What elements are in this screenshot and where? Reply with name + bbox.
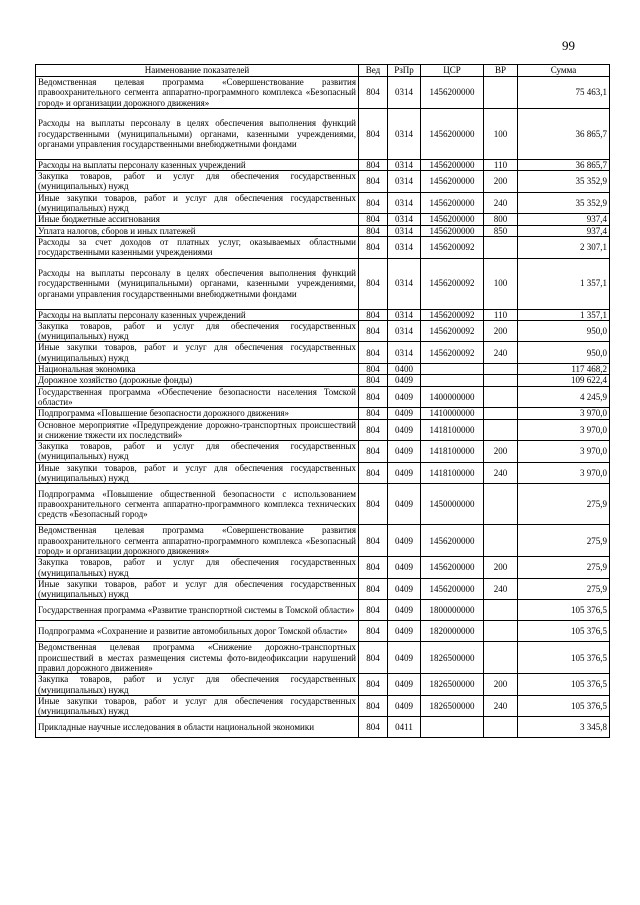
row-vr: 200 <box>484 441 518 463</box>
row-ved: 804 <box>359 642 388 674</box>
row-name: Иные закупки товаров, работ и услуг для обеспечения государственных (муниципальных) нужд <box>36 695 359 717</box>
row-ved: 804 <box>359 386 388 408</box>
row-sum: 105 376,5 <box>518 600 610 621</box>
row-csr: 1456200000 <box>421 214 484 225</box>
table-row <box>36 386 610 408</box>
row-ved: 804 <box>359 600 388 621</box>
row-rzpr: 0409 <box>388 408 421 419</box>
row-ved: 804 <box>359 674 388 696</box>
row-name: Прикладные научные исследования в области национальной экономики <box>36 717 359 738</box>
table-row <box>36 674 610 696</box>
row-rzpr: 0314 <box>388 192 421 214</box>
row-csr <box>421 375 484 386</box>
row-rzpr: 0314 <box>388 77 421 109</box>
row-sum: 275,9 <box>518 578 610 600</box>
row-name: Закупка товаров, работ и услуг для обеспечения государственных (муниципальных) нужд <box>36 320 359 342</box>
row-vr <box>484 419 518 441</box>
row-ved: 804 <box>359 77 388 109</box>
table-row <box>36 441 610 463</box>
row-csr <box>421 717 484 738</box>
row-sum: 3 345,8 <box>518 717 610 738</box>
row-name: Закупка товаров, работ и услуг для обеспечения государственных (муниципальных) нужд <box>36 557 359 579</box>
row-rzpr: 0314 <box>388 320 421 342</box>
row-rzpr: 0409 <box>388 557 421 579</box>
row-sum: 105 376,5 <box>518 642 610 674</box>
row-rzpr: 0314 <box>388 108 421 159</box>
row-csr: 1418100000 <box>421 462 484 484</box>
row-sum: 4 245,9 <box>518 386 610 408</box>
row-ved: 804 <box>359 192 388 214</box>
row-sum: 937,4 <box>518 214 610 225</box>
row-name: Иные закупки товаров, работ и услуг для обеспечения государственных (муниципальных) нужд <box>36 342 359 364</box>
row-name: Подпрограмма «Повышение общественной безопасности с использованием правоохранительного сегмента аппаратно-программного комплекса технических средств «Безопасный город» <box>36 484 359 525</box>
row-name: Национальная экономика <box>36 364 359 375</box>
row-csr: 1456200092 <box>421 342 484 364</box>
table-row <box>36 462 610 484</box>
row-csr: 1418100000 <box>421 441 484 463</box>
row-ved: 804 <box>359 309 388 320</box>
header-vr: ВР <box>484 65 518 77</box>
row-sum: 105 376,5 <box>518 621 610 642</box>
row-name: Дорожное хозяйство (дорожные фонды) <box>36 375 359 386</box>
row-name: Иные закупки товаров, работ и услуг для обеспечения государственных (муниципальных) нужд <box>36 462 359 484</box>
row-ved: 804 <box>359 419 388 441</box>
row-ved: 804 <box>359 525 388 557</box>
row-sum: 3 970,0 <box>518 441 610 463</box>
row-rzpr: 0409 <box>388 674 421 696</box>
row-rzpr: 0409 <box>388 462 421 484</box>
row-csr: 1456200000 <box>421 159 484 170</box>
table-row <box>36 225 610 236</box>
row-vr <box>484 717 518 738</box>
row-ved: 804 <box>359 484 388 525</box>
row-vr: 110 <box>484 309 518 320</box>
row-ved: 804 <box>359 108 388 159</box>
table-row <box>36 342 610 364</box>
row-sum: 35 352,9 <box>518 192 610 214</box>
row-sum: 2 307,1 <box>518 236 610 258</box>
row-rzpr: 0314 <box>388 342 421 364</box>
row-csr: 1456200000 <box>421 225 484 236</box>
row-ved: 804 <box>359 375 388 386</box>
row-name: Иные закупки товаров, работ и услуг для обеспечения государственных (муниципальных) нужд <box>36 578 359 600</box>
row-vr: 800 <box>484 214 518 225</box>
row-csr: 1456200000 <box>421 578 484 600</box>
row-vr: 240 <box>484 695 518 717</box>
row-ved: 804 <box>359 695 388 717</box>
table-row <box>36 159 610 170</box>
row-rzpr: 0314 <box>388 236 421 258</box>
row-rzpr: 0409 <box>388 695 421 717</box>
row-csr: 1410000000 <box>421 408 484 419</box>
row-sum: 105 376,5 <box>518 674 610 696</box>
table-row <box>36 364 610 375</box>
page-number: 99 <box>562 38 575 53</box>
row-vr: 240 <box>484 462 518 484</box>
row-name: Иные бюджетные ассигнования <box>36 214 359 225</box>
row-name: Ведомственная целевая программа «Совершенствование развития правоохранительного сегмента аппаратно-программного комплекса «Безопасный город» и организации дорожного движения» <box>36 525 359 557</box>
table-row <box>36 419 610 441</box>
row-csr: 1456200000 <box>421 557 484 579</box>
row-name: Подпрограмма «Сохранение и развитие автомобильных дорог Томской области» <box>36 621 359 642</box>
row-rzpr: 0314 <box>388 258 421 309</box>
row-ved: 804 <box>359 408 388 419</box>
row-name: Уплата налогов, сборов и иных платежей <box>36 225 359 236</box>
row-name: Государственная программа «Развитие транспортной системы в Томской области» <box>36 600 359 621</box>
row-vr: 240 <box>484 578 518 600</box>
row-csr: 1826500000 <box>421 674 484 696</box>
row-sum: 1 357,1 <box>518 309 610 320</box>
table-body <box>36 77 610 738</box>
row-sum: 3 970,0 <box>518 419 610 441</box>
row-vr: 200 <box>484 171 518 193</box>
header-rzpr: РзПр <box>388 65 421 77</box>
row-sum: 109 622,4 <box>518 375 610 386</box>
row-csr: 1456200000 <box>421 525 484 557</box>
table-row <box>36 309 610 320</box>
row-sum: 3 970,0 <box>518 462 610 484</box>
table-row <box>36 320 610 342</box>
row-rzpr: 0409 <box>388 525 421 557</box>
row-sum: 36 865,7 <box>518 159 610 170</box>
table-row <box>36 258 610 309</box>
row-csr: 1418100000 <box>421 419 484 441</box>
row-ved: 804 <box>359 621 388 642</box>
row-name: Расходы на выплаты персоналу казенных учреждений <box>36 309 359 320</box>
table-row <box>36 108 610 159</box>
table-row <box>36 525 610 557</box>
table-row <box>36 557 610 579</box>
table-row <box>36 77 610 109</box>
row-rzpr: 0314 <box>388 159 421 170</box>
row-sum: 75 463,1 <box>518 77 610 109</box>
row-csr: 1456200092 <box>421 320 484 342</box>
row-name: Иные закупки товаров, работ и услуг для обеспечения государственных (муниципальных) нужд <box>36 192 359 214</box>
row-vr: 240 <box>484 342 518 364</box>
row-name: Подпрограмма «Повышение безопасности дорожного движения» <box>36 408 359 419</box>
header-name: Наименование показателей <box>36 65 359 77</box>
row-rzpr: 0409 <box>388 375 421 386</box>
row-ved: 804 <box>359 441 388 463</box>
row-vr <box>484 621 518 642</box>
row-ved: 804 <box>359 462 388 484</box>
row-ved: 804 <box>359 236 388 258</box>
row-csr: 1456200000 <box>421 77 484 109</box>
row-rzpr: 0409 <box>388 419 421 441</box>
row-sum: 275,9 <box>518 557 610 579</box>
row-vr <box>484 642 518 674</box>
row-rzpr: 0409 <box>388 578 421 600</box>
row-csr: 1400000000 <box>421 386 484 408</box>
row-sum: 36 865,7 <box>518 108 610 159</box>
row-sum: 105 376,5 <box>518 695 610 717</box>
row-rzpr: 0314 <box>388 171 421 193</box>
row-name: Закупка товаров, работ и услуг для обеспечения государственных (муниципальных) нужд <box>36 674 359 696</box>
row-vr: 200 <box>484 557 518 579</box>
row-ved: 804 <box>359 364 388 375</box>
row-vr: 850 <box>484 225 518 236</box>
row-name: Расходы за счет доходов от платных услуг, оказываемых областными государственными казенными учреждениями <box>36 236 359 258</box>
row-name: Основное мероприятие «Предупреждение дорожно-транспортных происшествий и снижение тяжести их последствий» <box>36 419 359 441</box>
row-csr: 1820000000 <box>421 621 484 642</box>
row-name: Расходы на выплаты персоналу казенных учреждений <box>36 159 359 170</box>
budget-table <box>35 64 610 738</box>
header-ved: Вед <box>359 65 388 77</box>
row-csr: 1456200000 <box>421 171 484 193</box>
row-ved: 804 <box>359 258 388 309</box>
table-row <box>36 408 610 419</box>
row-ved: 804 <box>359 557 388 579</box>
row-name: Ведомственная целевая программа «Снижение дорожно-транспортных происшествий в местах размещения системы фото-видеофиксации нарушений правил дорожного движения» <box>36 642 359 674</box>
row-vr <box>484 600 518 621</box>
row-vr: 200 <box>484 320 518 342</box>
row-csr: 1456200000 <box>421 108 484 159</box>
row-sum: 950,0 <box>518 342 610 364</box>
table-row <box>36 192 610 214</box>
row-ved: 804 <box>359 159 388 170</box>
row-vr <box>484 525 518 557</box>
row-vr <box>484 386 518 408</box>
row-rzpr: 0314 <box>388 309 421 320</box>
row-sum: 937,4 <box>518 225 610 236</box>
table-row <box>36 600 610 621</box>
row-csr: 1450000000 <box>421 484 484 525</box>
row-name: Закупка товаров, работ и услуг для обеспечения государственных (муниципальных) нужд <box>36 441 359 463</box>
table-row <box>36 484 610 525</box>
table-row <box>36 578 610 600</box>
row-csr: 1456200092 <box>421 236 484 258</box>
table-row <box>36 695 610 717</box>
row-name: Государственная программа «Обеспечение безопасности населения Томской области» <box>36 386 359 408</box>
table-row <box>36 171 610 193</box>
row-rzpr: 0409 <box>388 600 421 621</box>
row-name: Ведомственная целевая программа «Совершенствование развития правоохранительного сегмента аппаратно-программного комплекса «Безопасный город» и организации дорожного движения» <box>36 77 359 109</box>
row-vr <box>484 364 518 375</box>
row-vr: 240 <box>484 192 518 214</box>
row-csr: 1456200092 <box>421 309 484 320</box>
table-header-row <box>36 65 610 77</box>
row-sum: 117 468,2 <box>518 364 610 375</box>
row-sum: 275,9 <box>518 525 610 557</box>
row-csr: 1826500000 <box>421 642 484 674</box>
row-rzpr: 0314 <box>388 214 421 225</box>
row-vr <box>484 408 518 419</box>
row-csr: 1826500000 <box>421 695 484 717</box>
row-vr <box>484 375 518 386</box>
table-row <box>36 717 610 738</box>
row-rzpr: 0400 <box>388 364 421 375</box>
row-ved: 804 <box>359 342 388 364</box>
row-rzpr: 0314 <box>388 225 421 236</box>
row-vr <box>484 77 518 109</box>
row-ved: 804 <box>359 171 388 193</box>
row-sum: 1 357,1 <box>518 258 610 309</box>
row-ved: 804 <box>359 320 388 342</box>
row-vr: 100 <box>484 108 518 159</box>
row-vr <box>484 236 518 258</box>
row-csr: 1800000000 <box>421 600 484 621</box>
table-row <box>36 375 610 386</box>
row-name: Расходы на выплаты персоналу в целях обеспечения выполнения функций государственными (муниципальными) органами, казенными учреждениями, органами управления государственными внебюджетными фондами <box>36 258 359 309</box>
row-name: Расходы на выплаты персоналу в целях обеспечения выполнения функций государственными (муниципальными) органами, казенными учреждениями, органами управления государственными внебюджетными фондами <box>36 108 359 159</box>
header-csr: ЦСР <box>421 65 484 77</box>
table-row <box>36 214 610 225</box>
row-ved: 804 <box>359 225 388 236</box>
row-name: Закупка товаров, работ и услуг для обеспечения государственных (муниципальных) нужд <box>36 171 359 193</box>
row-rzpr: 0409 <box>388 484 421 525</box>
header-sum: Сумма <box>518 65 610 77</box>
row-ved: 804 <box>359 717 388 738</box>
row-vr: 100 <box>484 258 518 309</box>
row-sum: 3 970,0 <box>518 408 610 419</box>
row-rzpr: 0409 <box>388 441 421 463</box>
row-vr: 110 <box>484 159 518 170</box>
row-sum: 950,0 <box>518 320 610 342</box>
row-ved: 804 <box>359 578 388 600</box>
row-csr: 1456200000 <box>421 192 484 214</box>
row-sum: 35 352,9 <box>518 171 610 193</box>
table-row <box>36 236 610 258</box>
row-csr <box>421 364 484 375</box>
row-sum: 275,9 <box>518 484 610 525</box>
row-csr: 1456200092 <box>421 258 484 309</box>
table-row <box>36 621 610 642</box>
row-rzpr: 0409 <box>388 386 421 408</box>
row-vr <box>484 484 518 525</box>
row-rzpr: 0411 <box>388 717 421 738</box>
row-rzpr: 0409 <box>388 642 421 674</box>
row-ved: 804 <box>359 214 388 225</box>
row-vr: 200 <box>484 674 518 696</box>
table-row <box>36 642 610 674</box>
row-rzpr: 0409 <box>388 621 421 642</box>
